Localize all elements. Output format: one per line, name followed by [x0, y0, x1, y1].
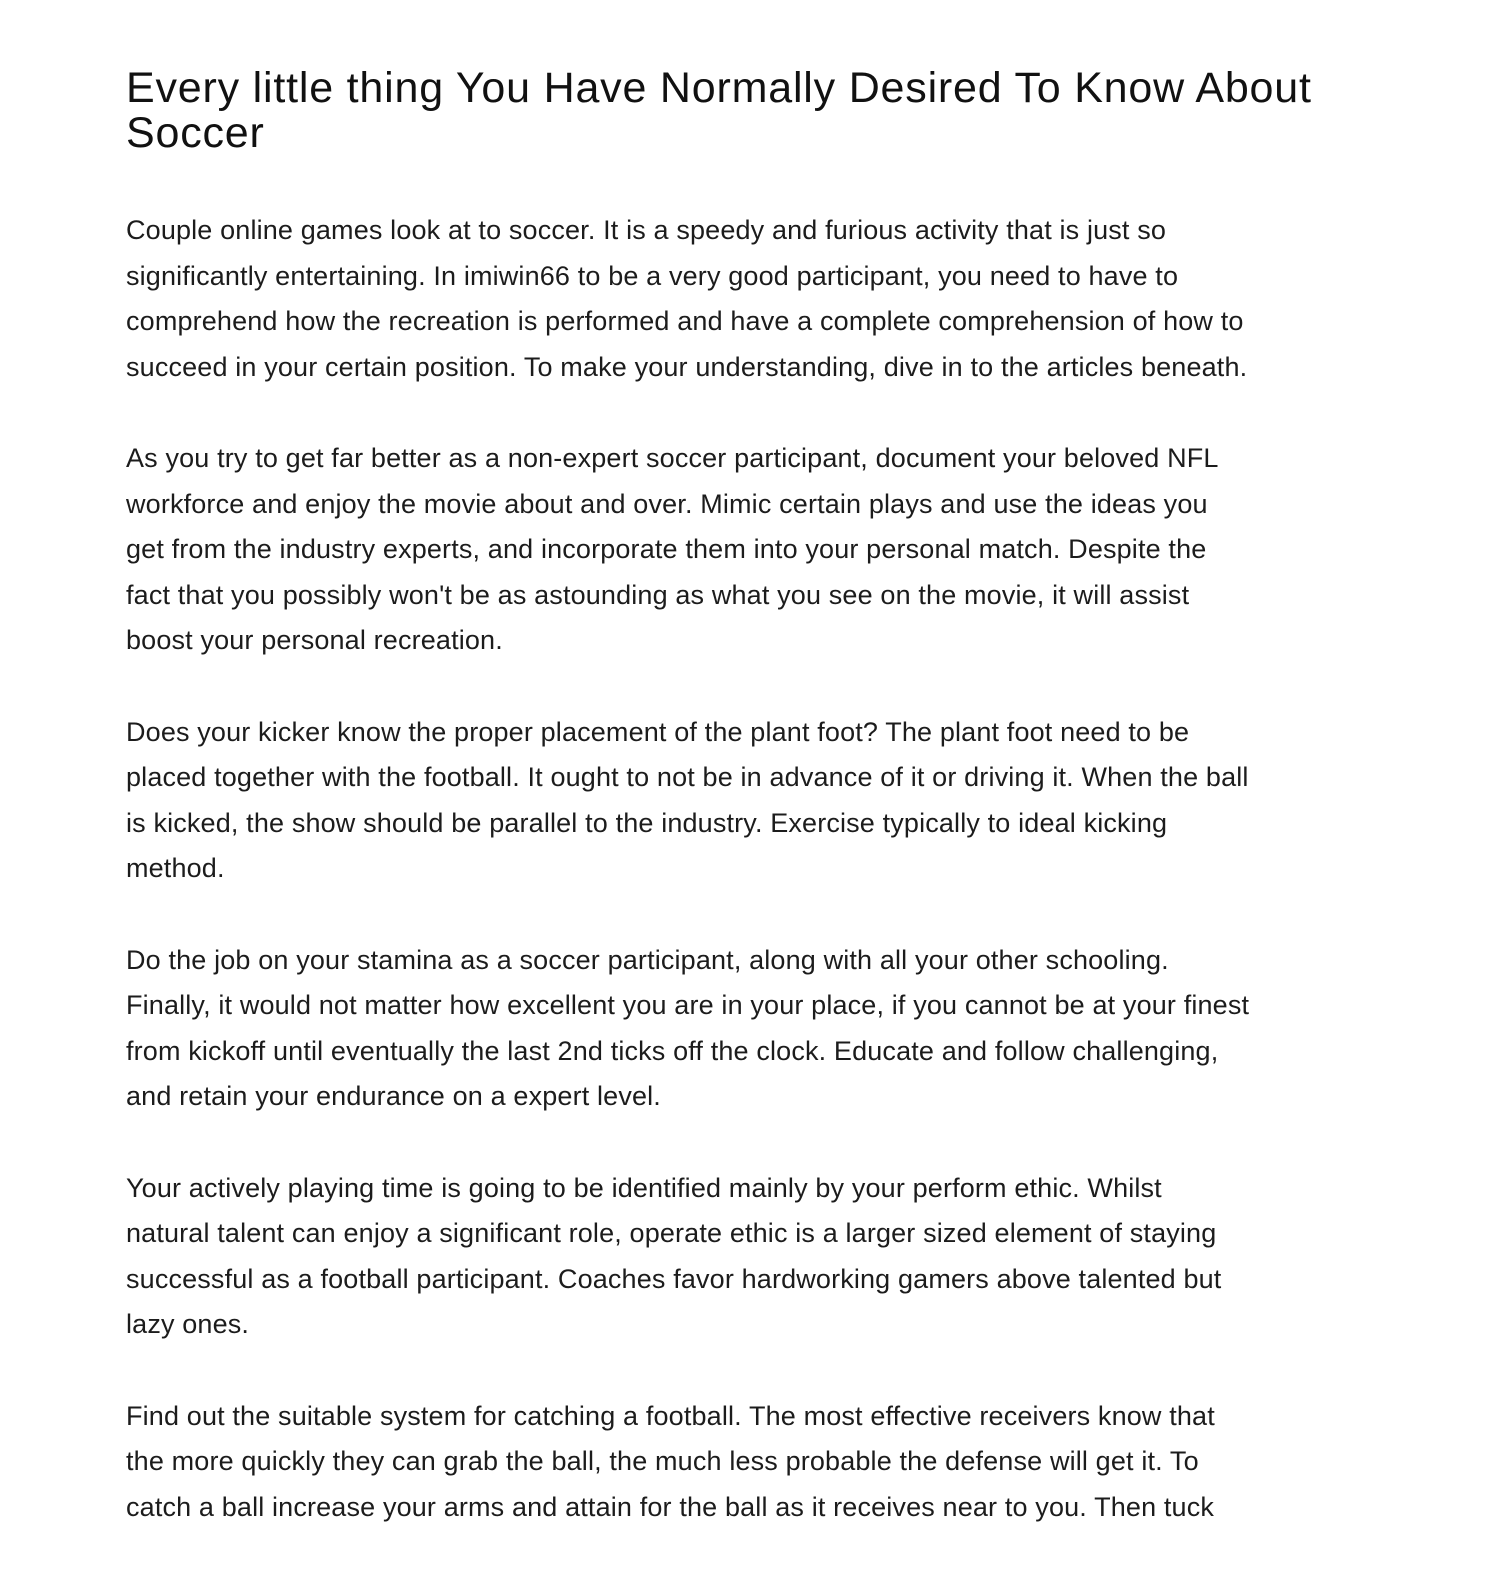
text-line: the more quickly they can grab the ball, the much less probable the defense will get it. To [126, 1446, 1199, 1476]
text-line: boost your personal recreation. [126, 625, 503, 655]
article-body [126, 208, 1386, 1530]
text-line: Find out the suitable system for catching a football. The most effective receivers know that [126, 1400, 1215, 1431]
text-line: lazy ones. [126, 1309, 250, 1339]
text-line: placed together with the football. It ought to not be in advance of it or driving it. When the ball [126, 762, 1249, 792]
text-line: natural talent can enjoy a significant role, operate ethic is a larger sized element of staying [126, 1218, 1217, 1248]
text-line: Finally, it would not matter how excellent you are in your place, if you cannot be at your finest [126, 990, 1250, 1020]
paragraph-catching [126, 1394, 1386, 1531]
page-title [126, 66, 1386, 156]
paragraph-plant-foot [126, 710, 1386, 892]
text-line: succeed in your certain position. To make your understanding, dive in to the articles beneath. [126, 351, 1248, 382]
text-line: is kicked, the show should be parallel to the industry. Exercise typically to ideal kicking [126, 807, 1168, 838]
text-line: Your actively playing time is going to be identified mainly by your perform ethic. Whilst [126, 1172, 1162, 1203]
paragraph-work-ethic [126, 1166, 1386, 1348]
text-line: method. [126, 853, 225, 883]
title-line: Every little thing You Have Normally Desired To Know About [126, 64, 1312, 112]
text-line: get from the industry experts, and incorporate them into your personal match. Despite the [126, 534, 1207, 564]
text-line: Do the job on your stamina as a soccer participant, along with all your other schooling. [126, 944, 1169, 975]
document-page [126, 66, 1386, 1576]
paragraph-nfl-workforce [126, 436, 1386, 664]
text-line: fact that you possibly won't be as astounding as what you see on the movie, it will assist [126, 579, 1190, 610]
title-line: Soccer [126, 109, 265, 157]
paragraph-intro [126, 208, 1386, 390]
text-line: comprehend how the recreation is performed and have a complete comprehension of how to [126, 306, 1244, 336]
text-line: from kickoff until eventually the last 2nd ticks off the clock. Educate and follow challenging, [126, 1035, 1219, 1066]
text-line: and retain your endurance on a expert level. [126, 1081, 661, 1111]
text-line: successful as a football participant. Coaches favor hardworking gamers above talented but [126, 1263, 1222, 1294]
text-line: significantly entertaining. In imiwin66 to be a very good participant, you need to have to [126, 260, 1179, 291]
paragraph-stamina [126, 938, 1386, 1120]
text-line: workforce and enjoy the movie about and over. Mimic certain plays and use the ideas you [126, 488, 1208, 519]
text-line: Couple online games look at to soccer. It is a speedy and furious activity that is just so [126, 215, 1167, 245]
text-line: catch a ball increase your arms and attain for the ball as it receives near to you. Then tuck [126, 1491, 1215, 1522]
text-line: As you try to get far better as a non-expert soccer participant, document your beloved NFL [126, 443, 1219, 473]
text-line: Does your kicker know the proper placement of the plant foot? The plant foot need to be [126, 716, 1190, 747]
